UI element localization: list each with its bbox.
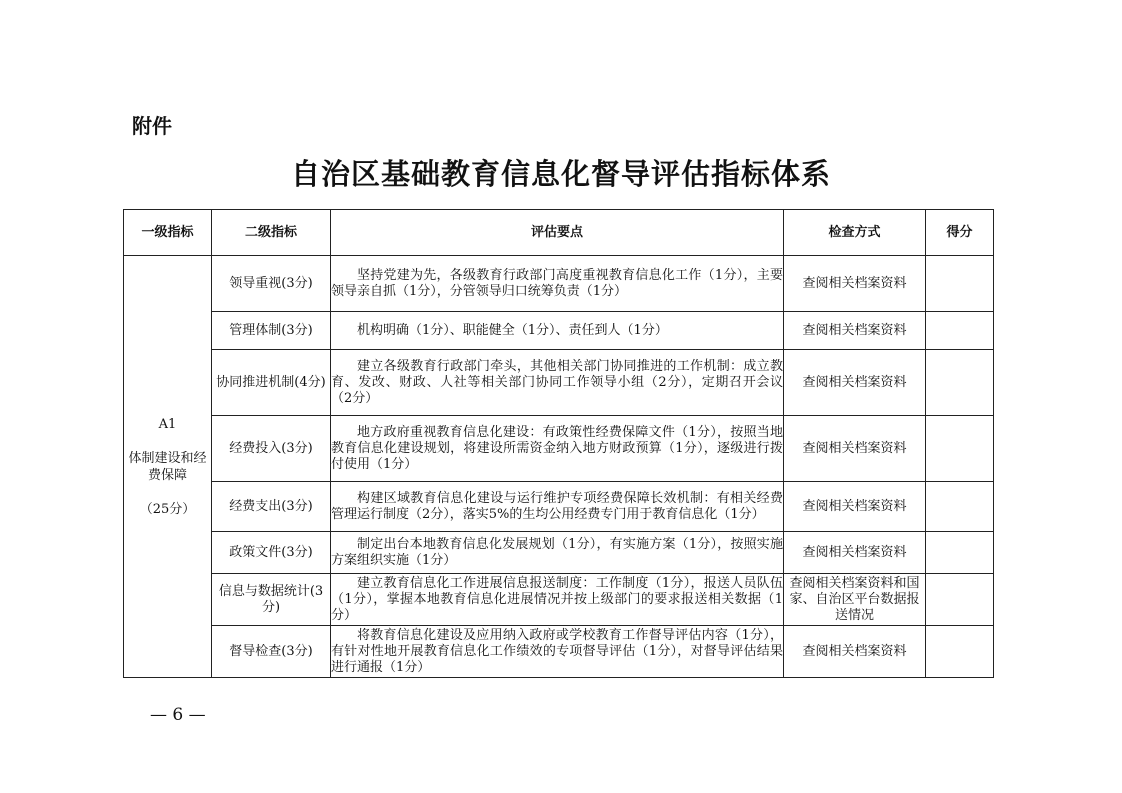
level2-name: 管理体制(3分): [212, 312, 331, 350]
method-cell: 查阅相关档案资料: [784, 416, 926, 482]
table-row: [124, 626, 994, 678]
table-row: [124, 312, 994, 350]
method-cell: 查阅相关档案资料: [784, 312, 926, 350]
method-cell: 查阅相关档案资料: [784, 482, 926, 532]
table-row: [124, 256, 994, 312]
level2-name: 信息与数据统计(3分): [212, 574, 331, 626]
key-points-text: 构建区域教育信息化建设与运行维护专项经费保障长效机制：有相关经费管理运行制度（2分），落实5%的生均公用经费专门用于教育信息化（1分）: [331, 490, 783, 522]
header-level2: 二级指标: [212, 210, 331, 256]
score-cell: [926, 416, 994, 482]
level2-name: 领导重视(3分): [212, 256, 331, 312]
table-row: [124, 574, 994, 626]
document-title: 自治区基础教育信息化督导评估指标体系: [290, 157, 831, 191]
key-points-cell: [331, 350, 784, 416]
header-key-points: 评估要点: [331, 210, 784, 256]
indicator-table: [123, 209, 994, 678]
level2-name: 协同推进机制(4分): [212, 350, 331, 416]
key-points-cell: [331, 574, 784, 626]
key-points-cell: [331, 256, 784, 312]
key-points-cell: [331, 626, 784, 678]
score-cell: [926, 532, 994, 574]
header-method: 检查方式: [784, 210, 926, 256]
key-points-text: 机构明确（1分）、职能健全（1分）、责任到人（1分）: [357, 322, 668, 338]
key-points-cell: [331, 482, 784, 532]
key-points-text: 制定出台本地教育信息化发展规划（1分），有实施方案（1分），按照实施方案组织实施（1分）: [331, 536, 783, 568]
table-row: [124, 532, 994, 574]
method-cell: 查阅相关档案资料: [784, 532, 926, 574]
key-points-text: 地方政府重视教育信息化建设：有政策性经费保障文件（1分），按照当地教育信息化建设规划，将建设所需资金纳入地方财政预算（1分），逐级进行拨付使用（1分）: [331, 424, 783, 472]
level1-name: 体制建设和经费保障: [128, 450, 207, 483]
level2-name: 经费支出(3分): [212, 482, 331, 532]
key-points-cell: [331, 532, 784, 574]
key-points-text: 将教育信息化建设及应用纳入政府或学校教育工作督导评估内容（1分），有针对性地开展教育信息化工作绩效的专项督导评估（1分），对督导评估结果进行通报（1分）: [331, 627, 783, 675]
method-cell: 查阅相关档案资料: [784, 350, 926, 416]
level2-name: 督导检查(3分): [212, 626, 331, 678]
table-row: [124, 416, 994, 482]
score-cell: [926, 256, 994, 312]
page-number: — 6 —: [150, 705, 206, 725]
header-level1: 一级指标: [124, 210, 212, 256]
key-points-text: 建立教育信息化工作进展信息报送制度：工作制度（1分），报送人员队伍（1分），掌握本地教育信息化进展情况并按上级部门的要求报送相关数据（1分）: [331, 575, 783, 623]
score-cell: [926, 482, 994, 532]
key-points-cell: [331, 312, 784, 350]
table-row: [124, 350, 994, 416]
table-header-row: [124, 210, 994, 256]
key-points-cell: [331, 416, 784, 482]
level1-cell: [124, 256, 212, 678]
score-cell: [926, 626, 994, 678]
attachment-label: 附件: [132, 114, 172, 138]
key-points-text: 坚持党建为先，各级教育行政部门高度重视教育信息化工作（1分），主要领导亲自抓（1分），分管领导归口统筹负责（1分）: [331, 267, 783, 299]
level2-name: 政策文件(3分): [212, 532, 331, 574]
level1-code: A1: [158, 416, 177, 432]
header-score: 得分: [926, 210, 994, 256]
score-cell: [926, 574, 994, 626]
score-cell: [926, 312, 994, 350]
level2-name: 经费投入(3分): [212, 416, 331, 482]
method-cell: 查阅相关档案资料: [784, 256, 926, 312]
method-cell: 查阅相关档案资料和国家、自治区平台数据报送情况: [784, 574, 926, 626]
method-cell: 查阅相关档案资料: [784, 626, 926, 678]
level1-points: （25分）: [139, 501, 196, 517]
table-row: [124, 482, 994, 532]
key-points-text: 建立各级教育行政部门牵头，其他相关部门协同推进的工作机制：成立教育、发改、财政、人社等相关部门协同工作领导小组（2分），定期召开会议（2分）: [331, 358, 783, 406]
score-cell: [926, 350, 994, 416]
